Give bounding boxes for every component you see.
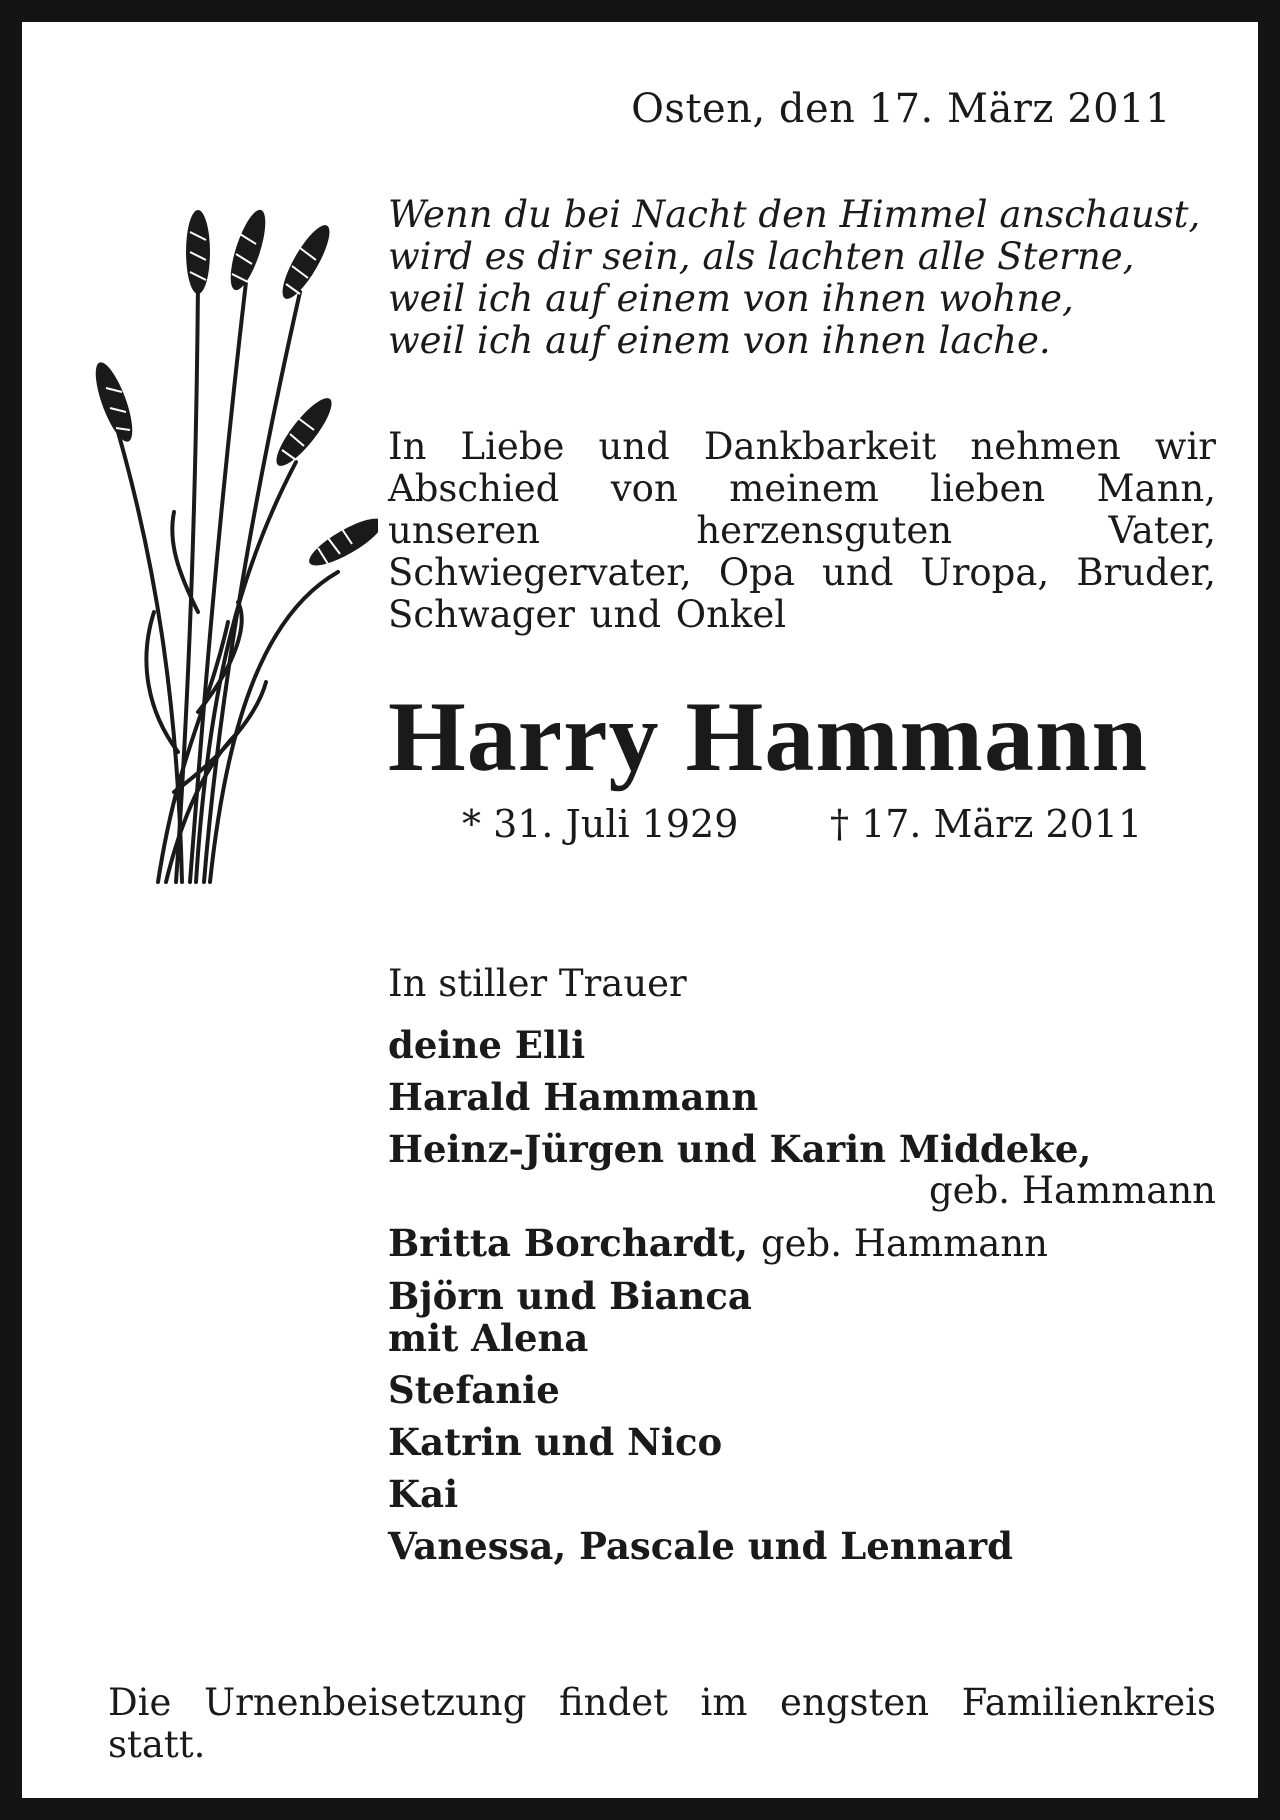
mourner-entry: deine Elli — [388, 1023, 586, 1067]
mourner-entry: Harald Hammann — [388, 1075, 759, 1119]
mourners-list — [388, 1024, 1216, 1577]
poem — [388, 194, 1228, 362]
mourner-entry: mit Alena — [388, 1316, 589, 1360]
birth-date: * 31. Juli 1929 — [462, 802, 739, 846]
mourner-entry: Vanessa, Pascale und Lennard — [388, 1524, 1013, 1568]
poem-line: Wenn du bei Nacht den Himmel anschaust, — [388, 193, 1201, 236]
mourner-entry: Björn und Bianca — [388, 1274, 752, 1318]
poem-line: wird es dir sein, als lachten alle Sterne, — [388, 235, 1135, 278]
mourner-entry — [388, 1222, 1216, 1265]
farewell-text: In Liebe und Dankbarkeit nehmen wir Abschied von meinem lieben Mann, unseren herzensguten Vater, Schwiegervater, Opa und Uropa, Bruder, Schwager und Onkel — [388, 425, 1216, 636]
mourner-entry: Heinz-Jürgen und Karin Middeke, — [388, 1127, 1092, 1171]
mourning-heading: In stiller Trauer — [388, 962, 687, 1005]
mourner-entry: Kai — [388, 1472, 459, 1516]
maiden-name-note: geb. Hammann — [760, 1222, 1048, 1265]
death-date: † 17. März 2011 — [830, 802, 1143, 846]
mourner-name: Britta Borchardt, — [388, 1221, 749, 1265]
place-date: Osten, den 17. März 2011 — [631, 86, 1171, 132]
wheat-sheaf-icon — [78, 192, 378, 892]
maiden-name-note: geb. Hammann — [928, 1169, 1216, 1212]
poem-line: weil ich auf einem von ihnen wohne, — [388, 277, 1074, 320]
mourner-entry: Katrin und Nico — [388, 1420, 723, 1464]
burial-note: Die Urnenbeisetzung findet im engsten Familienkreis statt. — [108, 1681, 1216, 1766]
poem-line: weil ich auf einem von ihnen lache. — [388, 319, 1051, 362]
mourner-entry: Stefanie — [388, 1368, 560, 1412]
deceased-name: Harry Hammann — [388, 681, 1149, 792]
